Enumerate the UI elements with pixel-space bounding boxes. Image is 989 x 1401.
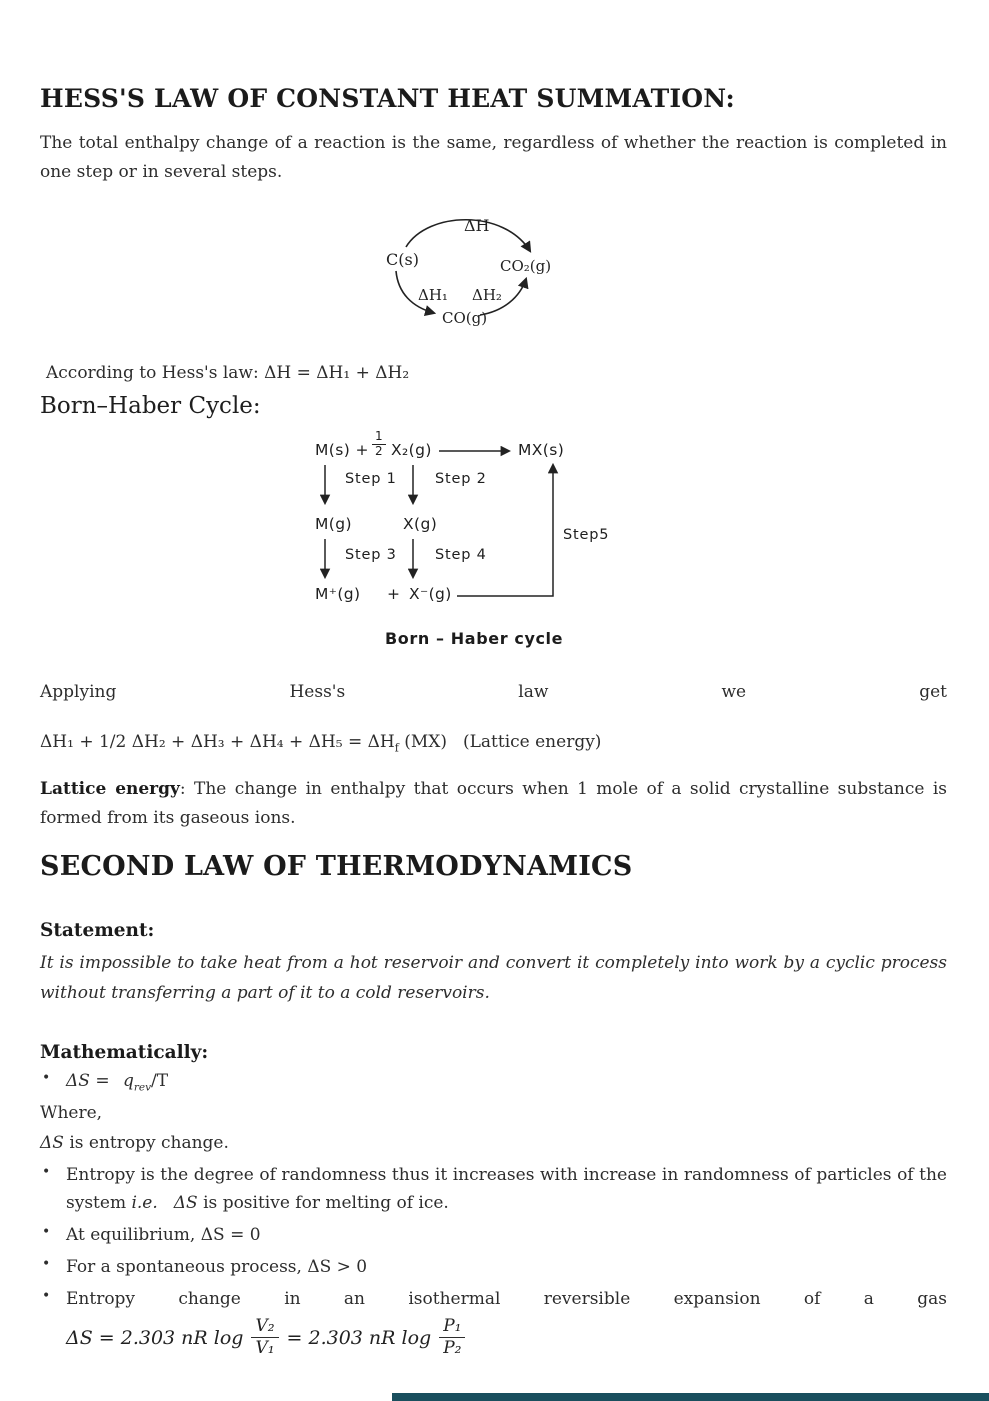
equation-subscript-f: f — [394, 741, 399, 755]
equilibrium-text: At equilibrium, ΔS = 0 — [66, 1224, 261, 1245]
m-gas-node: M(g) — [315, 515, 352, 534]
reactant-m-solid: M(s) + — [315, 441, 369, 460]
hess-law-title: HESS'S LAW OF CONSTANT HEAT SUMMATION: — [40, 84, 735, 113]
m-ion-node: M⁺(g) — [315, 585, 361, 604]
delta-h-label: ΔH — [463, 216, 490, 236]
bullet-marker: • — [42, 1223, 51, 1240]
entropy-equation-bullet — [40, 1067, 947, 1097]
equation-main: ΔH₁ + 1/2 ΔH₂ + ΔH₃ + ΔH₄ + ΔH₅ = ΔH — [40, 732, 395, 753]
born-haber-caption: Born – Haber cycle — [385, 629, 564, 649]
x-ion-node: X⁻(g) — [409, 585, 452, 604]
reactant-x2-gas: X₂(g) — [391, 441, 432, 460]
spontaneous-bullet — [40, 1253, 947, 1281]
hess-law-statement: According to Hess's law: ΔH = ΔH₁ + ΔH₂ — [46, 363, 410, 384]
hess-cycle-diagram — [378, 201, 610, 333]
hess-applied-equation — [40, 732, 947, 754]
entropy-change-line: ΔS is entropy change. — [40, 1132, 229, 1153]
isothermal-bullet — [40, 1285, 947, 1313]
hess-cycle-svg — [378, 201, 610, 333]
spread-word: Applying — [40, 682, 117, 703]
delta-h2-label: ΔH₂ — [471, 286, 502, 305]
second-law-title: SECOND LAW OF THERMODYNAMICS — [40, 851, 633, 883]
applying-hess-line — [40, 682, 947, 702]
step4-label: Step 4 — [435, 547, 487, 564]
spontaneous-text: For a spontaneous process, ΔS > 0 — [66, 1256, 368, 1277]
born-haber-diagram — [315, 429, 975, 615]
randomness-text: Entropy is the degree of randomness thus it increases with increase in randomness of particles of the system i.e. ΔS is positive for melting of ice. — [66, 1164, 947, 1213]
entropy-expansion-equation — [66, 1317, 947, 1359]
bullet-marker: • — [42, 1255, 51, 1272]
x-gas-node: X(g) — [403, 515, 438, 534]
co2-node: CO₂(g) — [499, 257, 551, 276]
equation-lhs: ΔS = 2.303 nR log — [66, 1326, 244, 1349]
born-haber-heading: Born–Haber Cycle: — [40, 393, 261, 420]
lattice-energy-term: Lattice energy — [40, 778, 180, 799]
one-half-fraction: $\frac{1}{2}$ — [372, 430, 386, 459]
carbon-node: C(s) — [385, 250, 419, 270]
bullet-marker: • — [42, 1287, 51, 1304]
fraction-p1-p2: $\frac{\text{P₁}}{\text{P₂}}$ — [439, 1317, 465, 1359]
equilibrium-bullet — [40, 1221, 947, 1249]
statement-body: It is impossible to take heat from a hot reservoir and convert it completely into work by a cyclic process without transferring a part of it to a cold reservoirs. — [40, 953, 947, 1003]
delta-h1-label: ΔH₁ — [417, 286, 448, 305]
spread-word: law — [518, 682, 549, 703]
plus-sign: + — [387, 585, 401, 604]
lattice-energy-note: (Lattice energy) — [462, 732, 602, 753]
step2-label: Step 2 — [435, 471, 487, 488]
spread-word: get — [919, 682, 947, 703]
fraction-v2-v1: $\frac{\text{V₂}}{\text{V₁}}$ — [251, 1317, 278, 1359]
footer-bar — [392, 1393, 989, 1401]
lattice-energy-text: : The change in enthalpy that occurs when 1 mole of a solid crystalline substance is formed from its gaseous ions. — [40, 778, 947, 829]
equation-mid: = 2.303 nR log — [286, 1326, 432, 1349]
entropy-equation: $\Delta S = q_{rev}/T$ — [66, 1070, 169, 1094]
lattice-energy-definition — [40, 775, 947, 833]
hess-law-intro: The total enthalpy change of a reaction is the same, regardless of whether the reaction is completed in one step or in several steps. — [40, 133, 947, 183]
randomness-bullet — [40, 1161, 947, 1217]
product-mx: MX(s) — [518, 441, 565, 460]
bullet-marker: • — [42, 1069, 51, 1086]
bullet-marker: • — [42, 1163, 51, 1180]
step3-label: Step 3 — [345, 547, 397, 564]
equation-tail: (MX) — [398, 732, 447, 753]
co-node: CO(g) — [441, 309, 487, 328]
mathematically-heading: Mathematically: — [40, 1041, 209, 1063]
isothermal-text: Entropy change in an isothermal reversible expansion of a gas — [66, 1288, 947, 1309]
statement-heading: Statement: — [40, 920, 155, 942]
step1-label: Step 1 — [345, 471, 397, 488]
where-label: Where, — [40, 1102, 103, 1123]
spread-word: we — [721, 682, 747, 703]
step5-label: Step5 — [563, 527, 610, 544]
spread-word: Hess's — [289, 682, 346, 703]
